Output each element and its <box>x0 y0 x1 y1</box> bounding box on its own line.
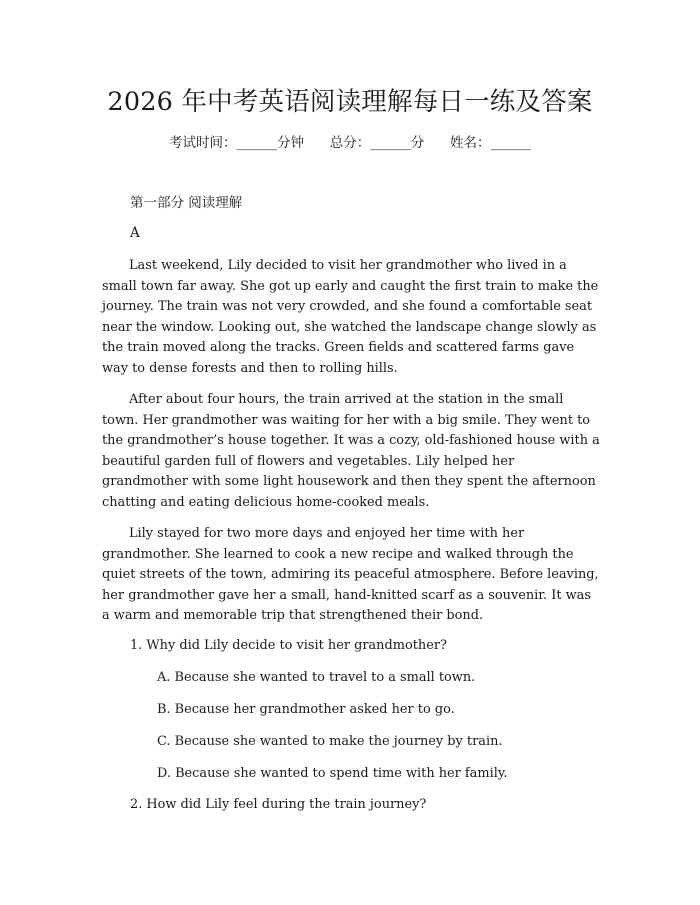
document-title: 2026 年中考英语阅读理解每日一练及答案 <box>107 87 593 117</box>
passage-paragraph-1: Last weekend, Lily decided to visit her grandmother who lived in a small town far away. She got up early and caught the first train to make the journey. The train was not very crowded, and she found a comfortable seat near the window. Looking out, she watched the landscape change slowly as the train moved along the tracks. Green fields and scattered farms gave way to dense forests and then to rolling hills. <box>102 258 599 376</box>
passage-paragraph-2: After about four hours, the train arrived at the station in the small town. Her grandmother was waiting for her with a big smile. They went to the grandmother’s house together. It was a cozy, old-fashioned house with a beautiful garden full of flowers and vegetables. Lily helped her grandmother with some light housework and then they spent the afternoon chatting and eating delicious home-cooked meals. <box>102 392 600 510</box>
passage-paragraph-3: Lily stayed for two more days and enjoyed her time with her grandmother. She learned to cook a new recipe and walked through the quiet streets of the town, admiring its peaceful atmosphere. Before leaving, her grandmother gave her a small, hand-knitted scarf as a souvenir. It was a warm and memorable trip that strengthened their bond. <box>102 526 599 623</box>
passage-label: A <box>130 225 140 241</box>
section-heading: 第一部分 阅读理解 <box>130 195 243 211</box>
question-1-option-a: A. Because she wanted to travel to a small town. <box>157 670 476 685</box>
question-1-option-d: D. Because she wanted to spend time with her family. <box>157 766 508 781</box>
reading-passage <box>102 256 602 638</box>
question-1-option-b: B. Because her grandmother asked her to go. <box>157 702 455 717</box>
question-1: 1. Why did Lily decide to visit her grandmother? <box>130 638 447 653</box>
question-2: 2. How did Lily feel during the train journey? <box>130 797 427 812</box>
exam-info-line: 考试时间：______分钟 总分：______分 姓名：______ <box>169 135 531 151</box>
question-1-option-c: C. Because she wanted to make the journey by train. <box>157 734 503 749</box>
